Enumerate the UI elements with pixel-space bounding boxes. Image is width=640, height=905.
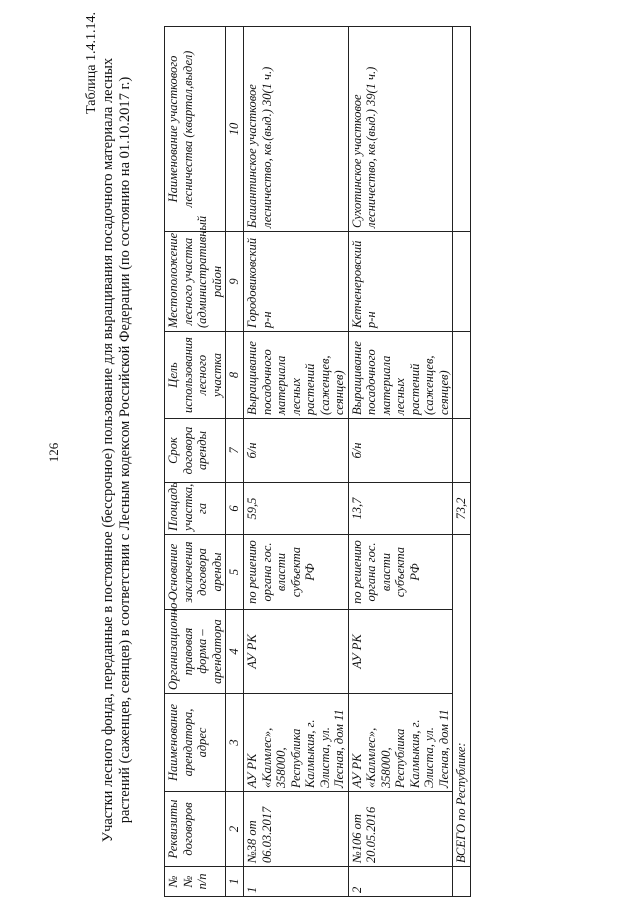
row-number: 2 [348,867,453,897]
column-number: 2 [226,792,244,867]
column-number: 9 [226,232,244,332]
empty-cell [453,332,471,419]
total-area: 73,2 [453,483,471,535]
column-number: 7 [226,419,244,483]
usage-purpose: Выращивание посадочного материала лесных растений (саженцев, сеянцев) [348,332,453,419]
forestry-name: Сухотинское участковое лесничество, кв.(выд.) 39(1 ч.) [348,27,453,232]
column-number: 5 [226,535,244,610]
header-cell: Местоположение лесного участка (административный район [165,232,226,332]
row-number: 1 [244,867,349,897]
header-cell: Наименование арендатора, адрес [165,694,226,792]
plot-area: 13,7 [348,483,453,535]
table-header-row [165,27,226,897]
header-cell: №№ п/п [165,867,226,897]
contract-basis: по решению органа гос. власти субъекта РФ [348,535,453,610]
column-number: 10 [226,27,244,232]
tenant-name-address: АУ РК «Калмлес», 358000, Республика Калмыкия, г. Элиста, ул. Лесная, дом 11 [244,694,349,792]
empty-cell [453,867,471,897]
contract-term: б/н [244,419,349,483]
column-number: 8 [226,332,244,419]
contract-details: №38 от 06.03.2017 [244,792,349,867]
column-number: 3 [226,694,244,792]
contract-details: №106 от 20.05.2016 [348,792,453,867]
empty-cell [453,232,471,332]
tenant-name-address: АУ РК «Калмлес», 358000, Республика Калмыкия, г. Элиста, ул. Лесная, дом 11 [348,694,453,792]
table-number: Таблица 1.4.1.14. [84,12,99,114]
document-title: Участки лесного фонда, переданные в постоянное (бессрочное) пользование для выращивания посадочного материала лесных растений (саженцев, сеянцев) в соответствии с Лесным кодексом Российской Федерации (по состоянию на 01.10.2017 г.) [100,57,133,843]
land-plots-table [164,26,471,897]
table-row [244,27,349,897]
column-number: 1 [226,867,244,897]
total-label: ВСЕГО по Республике: [453,535,471,867]
column-number-row [226,27,244,897]
legal-form: АУ РК [348,610,453,694]
legal-form: АУ РК [244,610,349,694]
usage-purpose: Выращивание посадочного материала лесных растений (саженцев, сеянцев) [244,332,349,419]
forestry-name: Башантинское участковое лесничество, кв.(выд.) 30(1 ч.) [244,27,349,232]
empty-cell [453,419,471,483]
plot-area: 59,5 [244,483,349,535]
header-cell: Цель использования лесного участка [165,332,226,419]
contract-term: б/н [348,419,453,483]
column-number: 4 [226,610,244,694]
header-cell: Организационно-правовая форма – арендатора [165,610,226,694]
header-cell: Реквизиты договоров [165,792,226,867]
column-number: 6 [226,483,244,535]
plot-location: Кетченеровский р-н [348,232,453,332]
table-row [348,27,453,897]
page-number: 126 [46,442,61,463]
total-row [453,27,471,897]
header-cell: Основание заключения договора аренды [165,535,226,610]
header-cell: Наименование участкового лесничества (квартал,выдел) [165,27,226,232]
empty-cell [453,27,471,232]
contract-basis: по решению органа гос. власти субъекта РФ [244,535,349,610]
header-cell: Срок договора аренды [165,419,226,483]
plot-location: Городовиковский р-н [244,232,349,332]
header-cell: Площадь участка, га [165,483,226,535]
